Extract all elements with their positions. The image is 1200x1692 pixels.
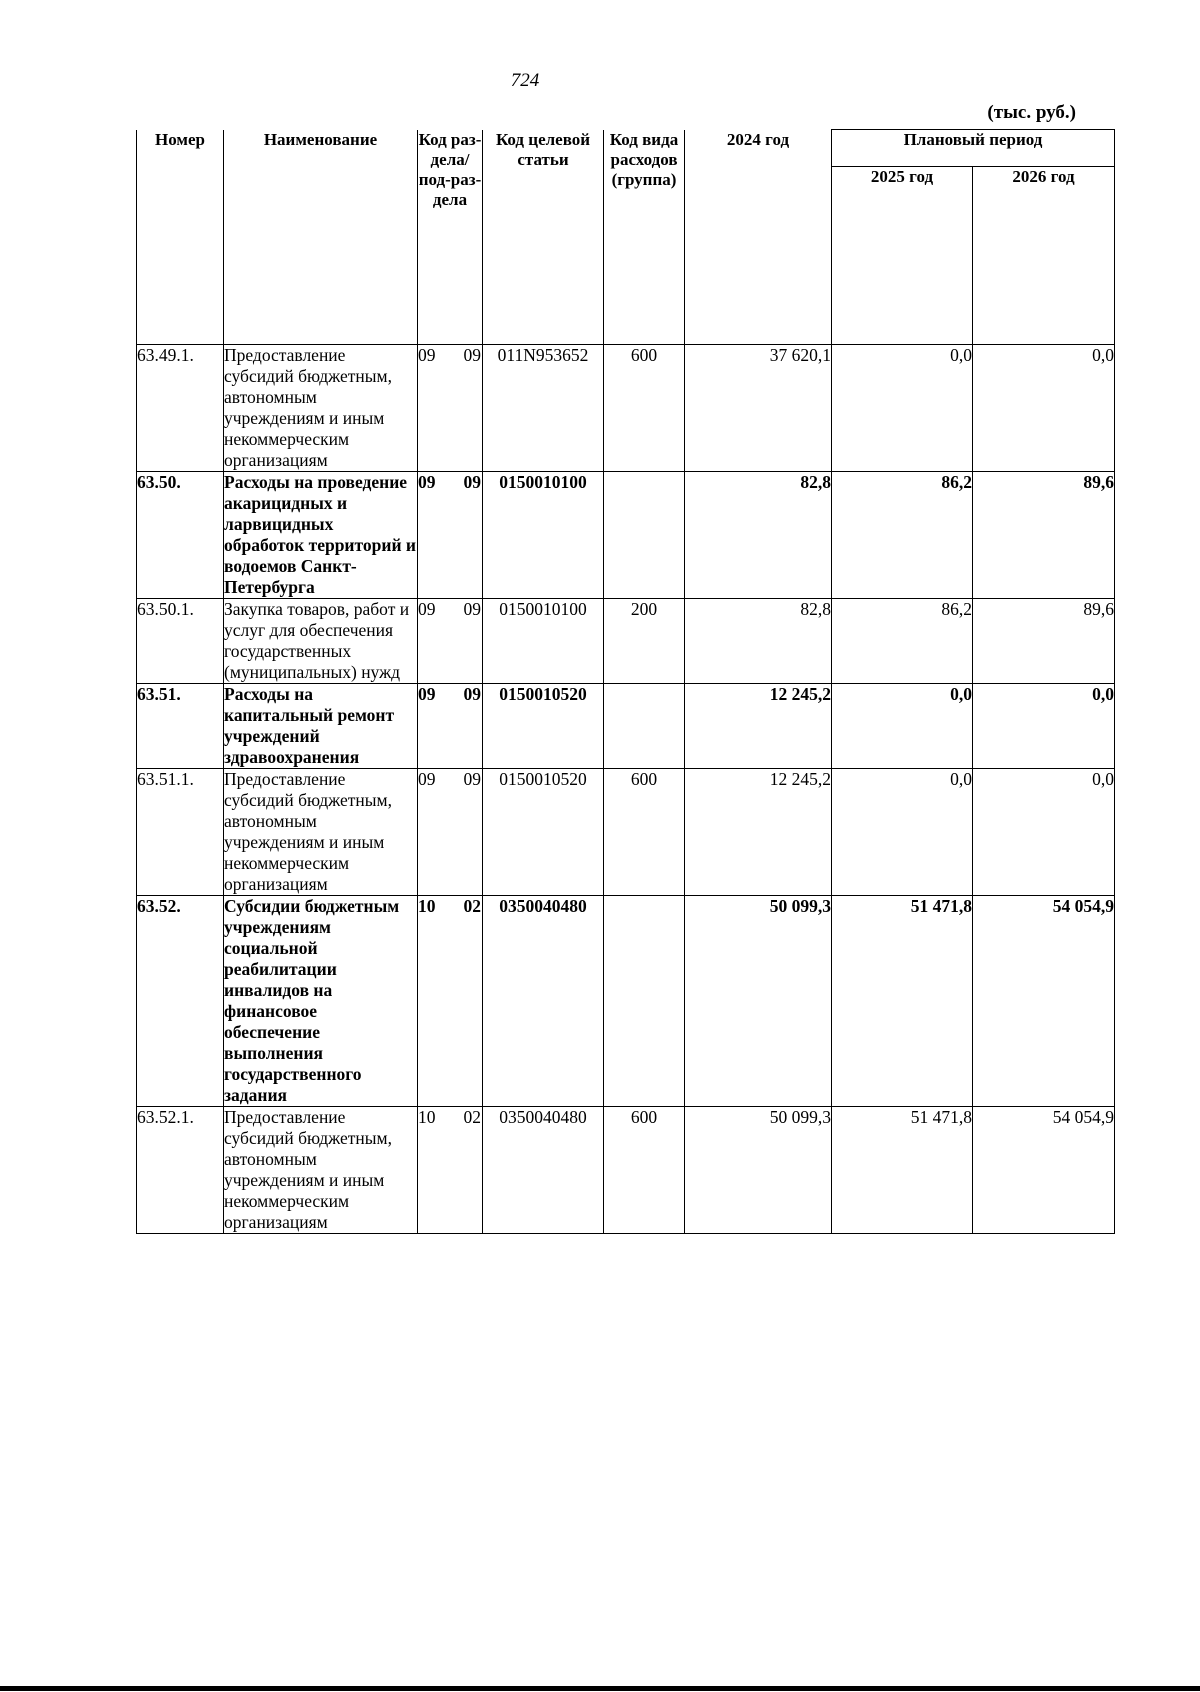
podrazdel-code: 09: [463, 684, 481, 704]
row-amount-2026: 89,6: [973, 599, 1115, 684]
row-name: Субсидии бюджетным учреждениям социальной реабилитации инвалидов на финансовое обеспечение выполнения государственного задания: [224, 896, 418, 1107]
row-amount-2026: 54 054,9: [973, 1107, 1115, 1234]
header-kod-celevoy: Код целевой статьи: [483, 130, 604, 345]
row-celevaya-statya: 0150010100: [483, 472, 604, 599]
row-amount-2026: 0,0: [973, 769, 1115, 896]
row-name: Расходы на проведение акарицидных и ларвицидных обработок территорий и водоемов Санкт-Петербурга: [224, 472, 416, 597]
row-number: 63.50.: [137, 472, 224, 599]
razdel-code: 09: [418, 684, 436, 704]
row-celevaya-statya: 0350040480: [483, 1107, 604, 1234]
row-amount-2025: 86,2: [832, 472, 973, 599]
row-celevaya-statya: 011N953652: [483, 345, 604, 472]
row-vid-rashodov: 600: [604, 1107, 685, 1234]
header-naimenovanie: Наименование: [224, 130, 418, 345]
row-amount-2024: 50 099,3: [685, 1107, 832, 1234]
row-number: 63.51.1.: [137, 769, 224, 896]
row-vid-rashodov: [604, 684, 685, 769]
table-row: [137, 472, 1115, 599]
budget-table: [136, 129, 1115, 1234]
razdel-code: 10: [418, 896, 436, 916]
row-amount-2025: 51 471,8: [832, 896, 973, 1107]
row-razdel: [418, 1107, 483, 1234]
row-amount-2024: 12 245,2: [685, 684, 832, 769]
podrazdel-code: 09: [463, 599, 481, 619]
row-name: Предоставление субсидий бюджетным, автономным учреждениям и иным некоммерческим организациям: [224, 1107, 418, 1234]
row-razdel: [418, 684, 483, 769]
row-number: 63.52.: [137, 896, 224, 1107]
row-amount-2026: 0,0: [973, 345, 1115, 472]
row-amount-2024: 37 620,1: [685, 345, 832, 472]
row-amount-2025: 0,0: [832, 345, 973, 472]
podrazdel-code: 02: [463, 1107, 481, 1127]
podrazdel-code: 09: [463, 345, 481, 365]
row-amount-2024: 50 099,3: [685, 896, 832, 1107]
row-amount-2024: 82,8: [685, 472, 832, 599]
row-number: 63.49.1.: [137, 345, 224, 472]
row-number: 63.51.: [137, 684, 224, 769]
row-name: Закупка товаров, работ и услуг для обеспечения государственных (муниципальных) нужд: [224, 599, 418, 684]
row-amount-2024: 12 245,2: [685, 769, 832, 896]
table-row: [137, 769, 1115, 896]
row-razdel: [418, 896, 483, 1107]
table-body: [137, 345, 1115, 1234]
row-amount-2025: 0,0: [832, 684, 973, 769]
row-celevaya-statya: 0350040480: [483, 896, 604, 1107]
row-vid-rashodov: [604, 896, 685, 1107]
row-vid-rashodov: 200: [604, 599, 685, 684]
row-razdel: [418, 345, 483, 472]
units-label: (тыс. руб.): [987, 102, 1076, 123]
row-amount-2024: 82,8: [685, 599, 832, 684]
podrazdel-code: 02: [463, 896, 481, 916]
row-amount-2025: 51 471,8: [832, 1107, 973, 1234]
table-row: [137, 1107, 1115, 1234]
header-planovy-period: Плановый период: [832, 130, 1115, 167]
row-razdel: [418, 599, 483, 684]
row-razdel: [418, 769, 483, 896]
row-name: Предоставление субсидий бюджетным, автономным учреждениям и иным некоммерческим организациям: [224, 345, 418, 472]
table-row: [137, 599, 1115, 684]
header-2024: 2024 год: [685, 130, 832, 345]
table-row: [137, 896, 1115, 1107]
scan-bottom-edge: [0, 1686, 1200, 1691]
row-number: 63.52.1.: [137, 1107, 224, 1234]
row-name: Расходы на капитальный ремонт учреждений здравоохранения: [224, 684, 418, 769]
header-2026: 2026 год: [973, 167, 1115, 345]
table-row: [137, 345, 1115, 472]
row-amount-2026: 89,6: [973, 472, 1115, 599]
row-name: Предоставление субсидий бюджетным, автономным учреждениям и иным некоммерческим организациям: [224, 769, 418, 896]
row-celevaya-statya: 0150010520: [483, 769, 604, 896]
row-amount-2026: 54 054,9: [973, 896, 1115, 1107]
table-row: [137, 684, 1115, 769]
row-vid-rashodov: 600: [604, 345, 685, 472]
razdel-code: 09: [418, 769, 436, 789]
header-nomer: Номер: [137, 130, 224, 345]
razdel-code: 09: [418, 345, 436, 365]
podrazdel-code: 09: [463, 769, 481, 789]
header-2025: 2025 год: [832, 167, 973, 345]
row-celevaya-statya: 0150010520: [483, 684, 604, 769]
row-amount-2025: 0,0: [832, 769, 973, 896]
podrazdel-code: 09: [463, 472, 481, 492]
row-razdel: [418, 472, 483, 599]
row-vid-rashodov: 600: [604, 769, 685, 896]
header-kod-razdela: Код раз-дела/ под-раз-дела: [418, 130, 483, 345]
razdel-code: 10: [418, 1107, 436, 1127]
page-number: 724: [510, 70, 540, 91]
header-kod-vida: Код вида расходов (группа): [604, 130, 685, 345]
row-amount-2025: 86,2: [832, 599, 973, 684]
razdel-code: 09: [418, 599, 436, 619]
row-amount-2026: 0,0: [973, 684, 1115, 769]
row-vid-rashodov: [604, 472, 685, 599]
row-number: 63.50.1.: [137, 599, 224, 684]
razdel-code: 09: [418, 472, 436, 492]
row-celevaya-statya: 0150010100: [483, 599, 604, 684]
